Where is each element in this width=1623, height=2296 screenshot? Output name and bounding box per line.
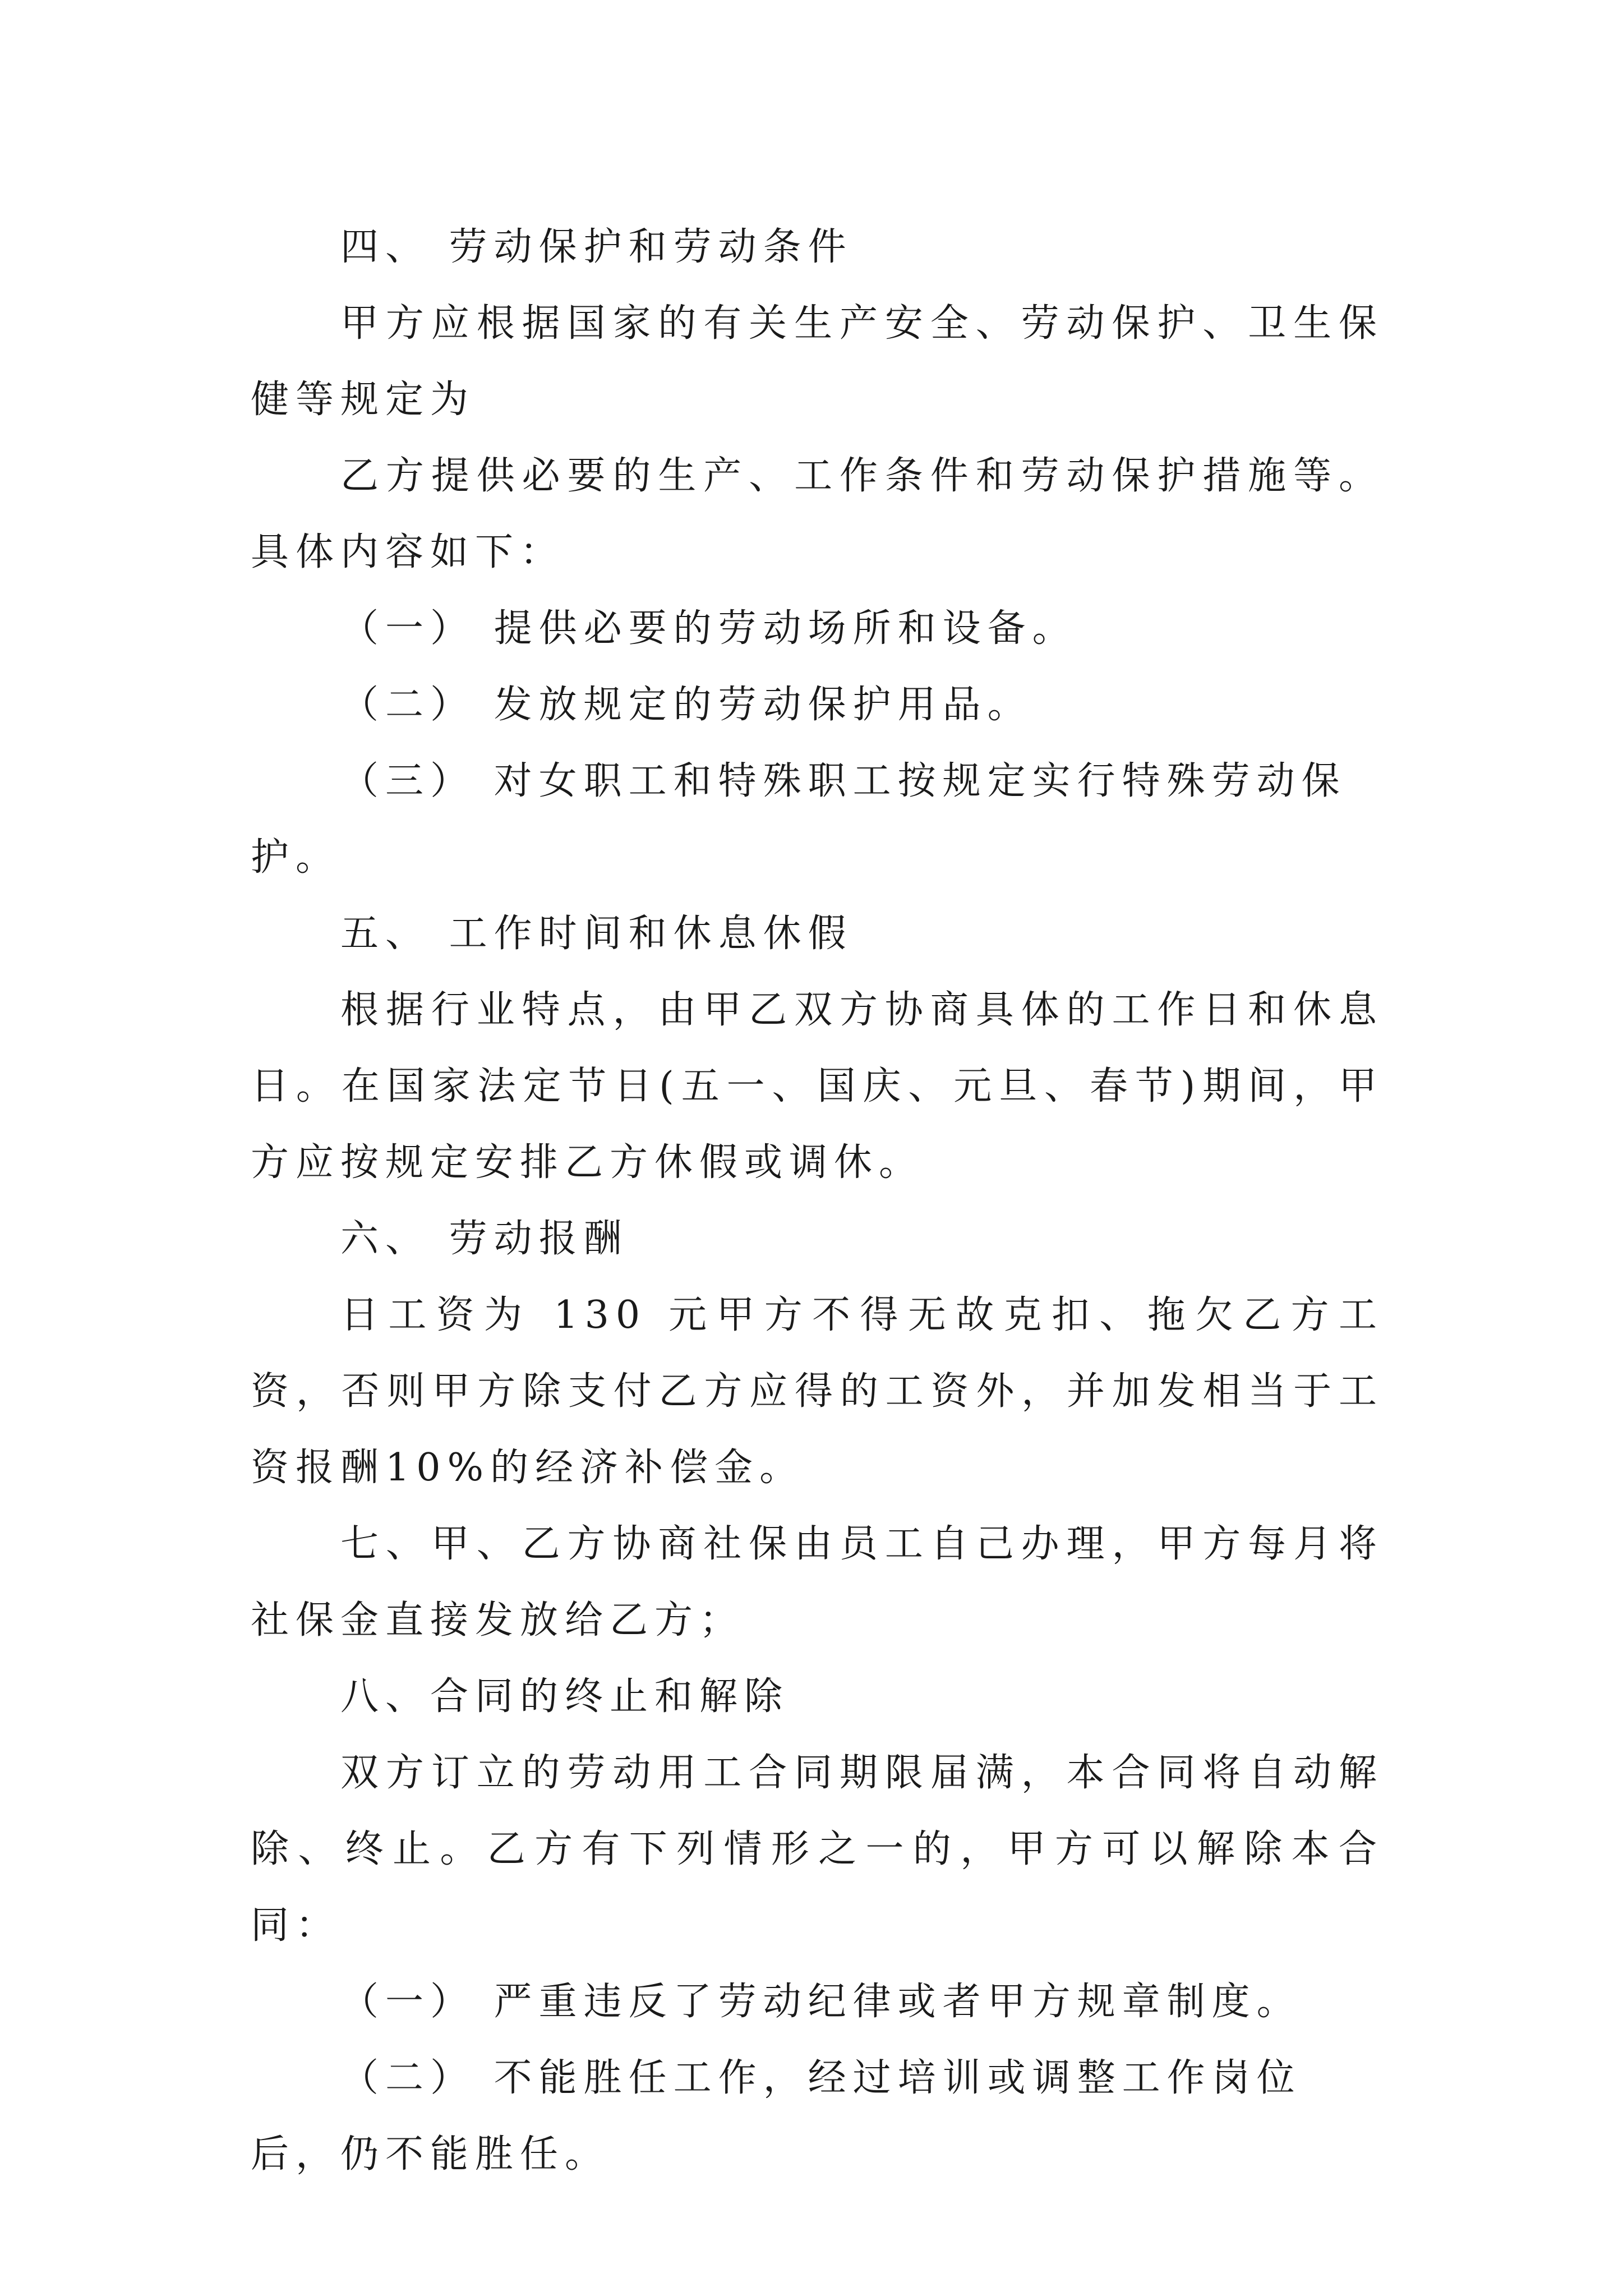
- list-item-incompetence: （二） 不能胜任工作，经过培训或调整工作岗位后，仍不能胜任。: [251, 2056, 1302, 2177]
- paragraph-termination: 双方订立的劳动用工合同期限届满，本合同将自动解除、终止。乙方有下列情形之一的，甲方可以解除本合同：: [251, 1751, 1384, 1948]
- list-item-violation: （一） 严重违反了劳动纪律或者甲方规章制度。: [340, 1980, 1302, 2024]
- section-heading-working-hours: 五、 工作时间和休息休假: [340, 912, 853, 956]
- section-heading-termination: 八、合同的终止和解除: [340, 1674, 790, 1719]
- paragraph-protection-basis: 甲方应根据国家的有关生产安全、劳动保护、卫生保健等规定为: [251, 301, 1384, 422]
- list-item-workplace-equipment: （一） 提供必要的劳动场所和设备。: [340, 606, 1077, 651]
- document-body: [251, 209, 1384, 2193]
- section-heading-remuneration: 六、 劳动报酬: [340, 1217, 629, 1261]
- paragraph-protection-provision: 乙方提供必要的生产、工作条件和劳动保护措施等。具体内容如下：: [251, 454, 1384, 574]
- paragraph-social-insurance: 七、甲、乙方协商社保由员工自己办理，甲方每月将社保金直接发放给乙方；: [251, 1522, 1384, 1642]
- list-item-special-protection: （三） 对女职工和特殊职工按规定实行特殊劳动保护。: [251, 759, 1347, 880]
- paragraph-working-hours: 根据行业特点，由甲乙双方协商具体的工作日和休息日。在国家法定节日(五一、国庆、元旦、春节)期间，甲方应按规定安排乙方休假或调休。: [251, 988, 1384, 1185]
- paragraph-remuneration: 日工资为 130 元甲方不得无故克扣、拖欠乙方工资，否则甲方除支付乙方应得的工资外，并加发相当于工资报酬10%的经济补偿金。: [251, 1293, 1384, 1490]
- list-item-protective-supplies: （二） 发放规定的劳动保护用品。: [340, 683, 1032, 727]
- section-heading-labor-protection: 四、 劳动保护和劳动条件: [340, 225, 853, 269]
